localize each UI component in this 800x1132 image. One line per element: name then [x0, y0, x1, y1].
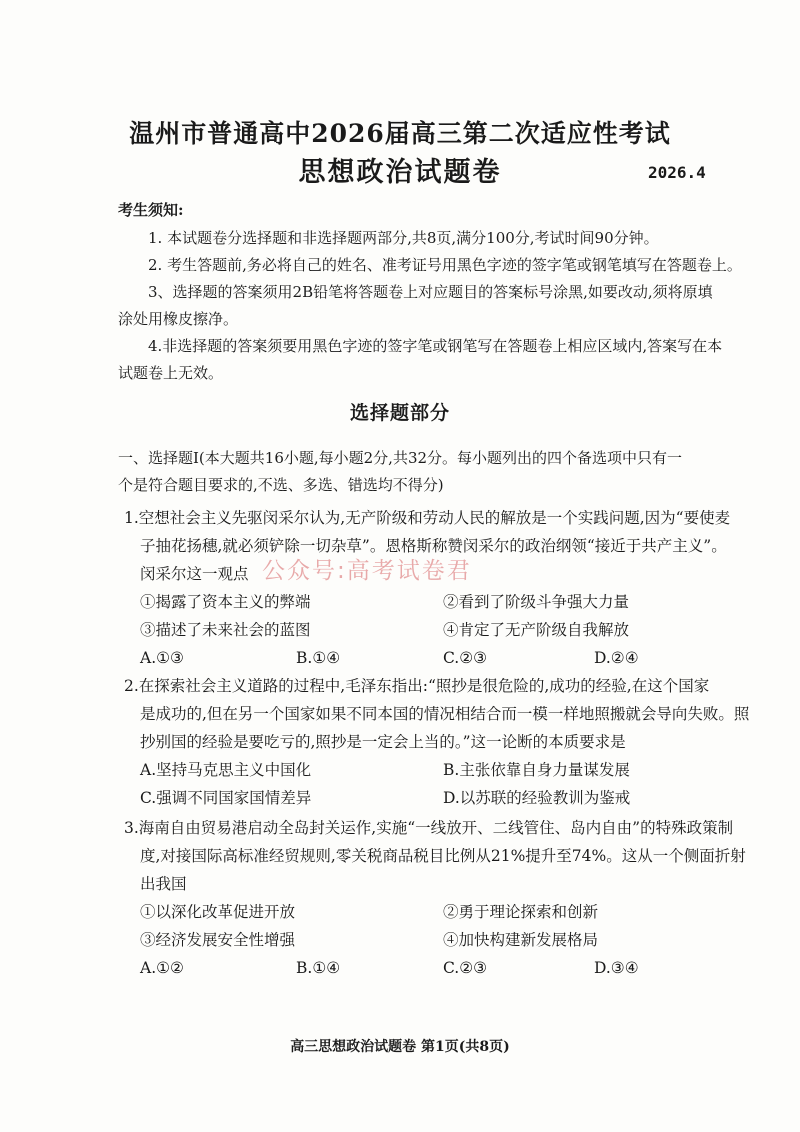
- question-3-item: ①以深化改革促进开放: [140, 903, 296, 921]
- notice-line: 试题卷上无效。: [118, 364, 224, 382]
- question-1-option: A.①③: [140, 649, 184, 667]
- notice-line: 2. 考生答题前,务必将自己的姓名、准考证号用黑色字迹的签字笔或钢笔填写在答题卷上。: [148, 256, 742, 274]
- section-intro: 一、选择题Ⅰ(本大题共16小题,每小题2分,共32分。每小题列出的四个备选项中只有一: [118, 449, 683, 467]
- question-1-item: ④肯定了无产阶级自我解放: [443, 621, 630, 639]
- question-3-item: ③经济发展安全性增强: [140, 931, 296, 949]
- watermark: 公众号:高考试卷君: [262, 558, 472, 584]
- notice-line: 1. 本试题卷分选择题和非选择题两部分,共8页,满分100分,考试时间90分钟。: [148, 229, 659, 247]
- question-2-stem: 抄别国的经验是要吃亏的,照抄是一定会上当的。”这一论断的本质要求是: [140, 733, 626, 751]
- question-1-item: ①揭露了资本主义的弊端: [140, 593, 311, 611]
- notice-line: 3、选择题的答案须用2B铅笔将答题卷上对应题目的答案标号涂黑,如要改动,须将原填: [148, 283, 713, 301]
- question-2-option: C.强调不同国家国情差异: [140, 789, 312, 807]
- question-2-stem: 2.在探索社会主义道路的过程中,毛泽东指出:“照抄是很危险的,成功的经验,在这个国家: [124, 677, 710, 695]
- question-1-item: ③描述了未来社会的蓝图: [140, 621, 311, 639]
- question-1-item: ②看到了阶级斗争强大力量: [443, 593, 630, 611]
- notice-heading: 考生须知:: [118, 201, 184, 219]
- question-1-option: D.②④: [594, 649, 639, 667]
- question-3-stem: 度,对接国际高标准经贸规则,零关税商品税目比例从21%提升至74%。这从一个侧面折射: [140, 847, 746, 865]
- section-title: 选择题部分: [349, 402, 450, 424]
- question-1-stem: 子抽花扬穗,就必须铲除一切杂草”。恩格斯称赞闵采尔的政治纲领“接近于共产主义”。: [140, 537, 727, 555]
- question-1-stem: 1.空想社会主义先驱闵采尔认为,无产阶级和劳动人民的解放是一个实践问题,因为“要使麦: [124, 509, 731, 527]
- question-2-option: D.以苏联的经验教训为鉴戒: [443, 789, 631, 807]
- page-footer: 高三思想政治试题卷 第1页(共8页): [290, 1039, 510, 1055]
- question-3-option: A.①②: [140, 959, 184, 977]
- question-3-item: ④加快构建新发展格局: [443, 931, 599, 949]
- question-1-option: C.②③: [443, 649, 488, 667]
- section-intro: 个是符合题目要求的,不选、多选、错选均不得分): [118, 476, 444, 494]
- question-1-stem: 闵采尔这一观点: [140, 565, 249, 583]
- notice-line: 4.非选择题的答案须要用黑色字迹的签字笔或钢笔写在答题卷上相应区域内,答案写在本: [148, 337, 723, 355]
- question-3-item: ②勇于理论探索和创新: [443, 903, 599, 921]
- question-3-stem: 出我国: [140, 875, 187, 893]
- question-2-option: A.坚持马克思主义中国化: [140, 761, 312, 779]
- exam-subtitle: 思想政治试题卷: [298, 157, 502, 188]
- question-3-option: B.①④: [296, 959, 341, 977]
- exam-date: 2026.4: [648, 163, 706, 182]
- question-2-option: B.主张依靠自身力量谋发展: [443, 761, 630, 779]
- question-1-option: B.①④: [296, 649, 341, 667]
- exam-title: 温州市普通高中2026届高三第二次适应性考试: [129, 119, 671, 148]
- question-3-stem: 3.海南自由贸易港启动全岛封关运作,实施“一线放开、二线管住、岛内自由”的特殊政策制: [124, 819, 734, 837]
- notice-line: 涂处用橡皮擦净。: [118, 310, 239, 328]
- question-3-option: D.③④: [594, 959, 639, 977]
- question-2-stem: 是成功的,但在另一个国家如果不同本国的情况相结合而一模一样地照搬就会导向失败。照: [140, 705, 750, 723]
- question-3-option: C.②③: [443, 959, 488, 977]
